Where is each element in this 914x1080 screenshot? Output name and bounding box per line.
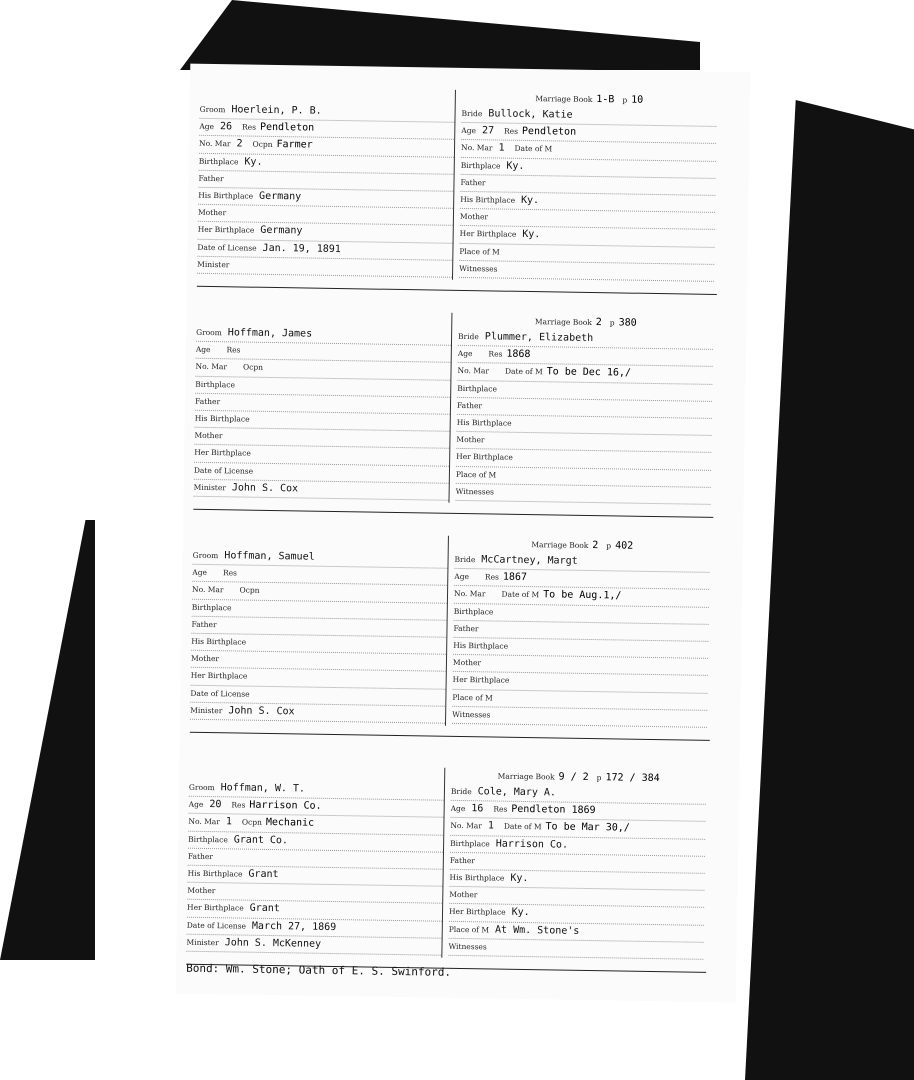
- form-row-witnesses: [452, 707, 707, 728]
- book-number: 1-B: [596, 94, 615, 106]
- field-value: Cole, Mary A.: [477, 786, 557, 799]
- field-label: Mother: [190, 653, 220, 664]
- field-value: Ky.: [511, 907, 530, 919]
- groom-column: [186, 764, 445, 958]
- form-row-minister: [197, 256, 452, 277]
- field-value: Hoffman, W. T.: [220, 782, 306, 795]
- field-label: Father: [187, 851, 214, 861]
- field-label: His Birthplace: [456, 417, 512, 428]
- field-value: Hoffman, Samuel: [224, 550, 315, 563]
- field-value: Grant Co.: [233, 834, 289, 846]
- field-label: No. Mar: [192, 585, 224, 595]
- field-label: Mother: [187, 885, 216, 896]
- field-label: Res: [488, 349, 503, 359]
- book-number: 2: [592, 540, 599, 552]
- field-value: 1868: [506, 348, 531, 361]
- field-label: Res: [484, 572, 499, 582]
- field-label: Bride: [461, 108, 483, 119]
- field-label: Age: [192, 567, 208, 578]
- field-label: No. Mar: [453, 589, 486, 599]
- field-label: Her Birthplace: [452, 675, 510, 686]
- field-label: No. Mar: [450, 821, 482, 831]
- field-label: No. Mar: [460, 143, 493, 153]
- field-value: 26: [219, 121, 233, 133]
- field-label: Birthplace: [457, 383, 497, 394]
- field-value: 16: [471, 803, 484, 815]
- field-label: Witnesses: [452, 709, 491, 720]
- field-label: Age: [461, 126, 477, 136]
- marriage-record-page: [176, 64, 751, 1003]
- field-value: McCartney, Margt: [481, 554, 578, 567]
- field-value: Mechanic: [265, 817, 315, 830]
- field-label: Ocpn: [252, 140, 273, 150]
- field-label: Father: [194, 396, 221, 406]
- field-value: Grant: [248, 868, 279, 881]
- marriage-card: [186, 764, 709, 973]
- field-value: Ky.: [244, 156, 263, 168]
- field-label: Her Birthplace: [448, 907, 506, 918]
- field-label: Groom: [196, 327, 222, 338]
- groom-column: [194, 309, 453, 503]
- field-label: Her Birthplace: [459, 229, 517, 240]
- field-value: 27: [481, 125, 495, 137]
- field-label: Res: [226, 345, 241, 355]
- book-number: 9 / 2: [558, 771, 589, 784]
- field-label: p: [606, 541, 612, 551]
- page-number: 10: [631, 94, 644, 106]
- field-value: Hoffman, James: [227, 327, 313, 340]
- field-label: Date of License: [190, 688, 250, 699]
- field-label: Birthplace: [191, 602, 232, 612]
- field-label: Age: [195, 344, 211, 355]
- field-label: Father: [449, 855, 475, 865]
- field-label: Minister: [197, 259, 230, 269]
- field-label: Minister: [186, 937, 219, 947]
- field-label: Birthplace: [460, 160, 501, 171]
- field-label: Date of M: [501, 589, 540, 600]
- field-value: Bullock, Katie: [488, 108, 573, 121]
- field-label: Groom: [188, 782, 215, 793]
- field-label: Marriage Book: [534, 317, 592, 327]
- field-label: Res: [493, 804, 508, 814]
- field-value: Farmer: [276, 139, 313, 151]
- field-label: Her Birthplace: [187, 903, 244, 913]
- page-number: 172 / 384: [605, 772, 660, 785]
- field-label: Bride: [450, 786, 472, 797]
- field-value: Ky.: [520, 194, 540, 207]
- field-label: Age: [457, 349, 473, 359]
- field-label: Place of M: [452, 692, 493, 702]
- form-row-witnesses: [459, 261, 714, 282]
- field-label: Her Birthplace: [194, 448, 251, 458]
- field-label: Mother: [449, 889, 478, 900]
- field-label: Ocpn: [241, 817, 262, 828]
- form-row-witnesses: [448, 939, 703, 960]
- field-value: March 27, 1869: [251, 920, 337, 933]
- field-label: Birthplace: [195, 379, 236, 389]
- scan-shadow-right: [745, 100, 914, 1080]
- field-label: Birthplace: [198, 156, 239, 166]
- groom-column: [197, 86, 456, 280]
- field-label: Res: [503, 126, 519, 137]
- field-label: p: [596, 773, 602, 783]
- field-label: Ocpn: [239, 585, 260, 596]
- field-label: Date of M: [504, 367, 543, 377]
- field-label: Date of License: [193, 465, 254, 476]
- field-label: Groom: [199, 104, 226, 115]
- field-label: Date of License: [197, 242, 257, 253]
- field-label: No. Mar: [188, 817, 220, 827]
- field-label: Date of M: [503, 822, 542, 832]
- field-value: Ky.: [522, 229, 541, 241]
- field-label: Age: [450, 804, 466, 814]
- field-label: Ocpn: [242, 362, 264, 373]
- page-number: 402: [615, 540, 634, 552]
- field-value: 1: [225, 816, 232, 828]
- field-label: Witnesses: [459, 263, 498, 274]
- field-label: p: [622, 95, 628, 105]
- field-label: No. Mar: [457, 366, 490, 376]
- field-value: Hoerlein, P. B.: [231, 104, 322, 117]
- field-label: Res: [241, 122, 257, 132]
- field-label: Her Birthplace: [456, 452, 513, 463]
- field-label: Mother: [452, 657, 482, 668]
- field-value: To be Dec 16,/: [546, 366, 632, 379]
- field-value: To be Aug.1,/: [543, 589, 622, 602]
- field-label: Place of M: [455, 469, 497, 480]
- groom-column: [190, 532, 449, 726]
- field-label: Mother: [197, 207, 227, 218]
- field-label: His Birthplace: [187, 868, 243, 879]
- bride-column: [452, 536, 710, 730]
- field-value: Germany: [259, 190, 302, 203]
- field-value: 2: [236, 138, 243, 150]
- scan-shadow-left: [0, 520, 95, 960]
- page-number: 380: [618, 317, 637, 329]
- field-label: Birthplace: [453, 606, 494, 617]
- field-label: His Birthplace: [460, 194, 516, 205]
- field-label: His Birthplace: [194, 413, 250, 424]
- field-label: Father: [456, 400, 483, 411]
- bride-column: [448, 768, 706, 962]
- field-label: Father: [191, 619, 217, 629]
- field-label: Bride: [458, 331, 479, 342]
- field-value: 1: [487, 820, 494, 832]
- field-label: Marriage Book: [535, 94, 593, 104]
- field-value: Harrison Co.: [495, 838, 569, 851]
- field-label: Mother: [194, 430, 223, 441]
- field-label: p: [609, 318, 615, 328]
- field-label: No. Mar: [195, 362, 228, 372]
- field-value: John S. Cox: [228, 705, 295, 718]
- book-number: 2: [595, 317, 602, 329]
- field-label: His Birthplace: [198, 190, 254, 201]
- field-value: 20: [209, 799, 222, 811]
- field-label: Place of M: [448, 924, 490, 934]
- field-value: To be Mar 30,/: [545, 821, 630, 835]
- field-label: Groom: [192, 550, 219, 561]
- field-label: Father: [460, 177, 486, 188]
- field-value: John S. Cox: [231, 482, 299, 495]
- field-value: Harrison Co.: [249, 799, 322, 812]
- form-row-witnesses: [456, 484, 711, 505]
- field-label: Mother: [459, 212, 489, 222]
- field-label: No. Mar: [199, 139, 231, 149]
- field-value: John S. McKenney: [224, 936, 322, 950]
- field-label: His Birthplace: [449, 872, 505, 883]
- field-value: At Wm. Stone's: [494, 924, 580, 937]
- marriage-card: [197, 86, 720, 295]
- field-value: 1: [498, 142, 505, 154]
- form-row-minister: [190, 702, 445, 723]
- field-label: Age: [199, 121, 215, 132]
- field-label: Res: [231, 800, 246, 810]
- field-label: Father: [198, 173, 224, 183]
- field-label: Witnesses: [448, 941, 487, 952]
- field-label: Date of License: [186, 920, 247, 931]
- marriage-card: [193, 309, 716, 518]
- field-value: Grant: [249, 903, 280, 915]
- field-label: Age: [454, 572, 470, 582]
- scan-shadow-top: [180, 0, 700, 70]
- field-label: His Birthplace: [191, 636, 247, 647]
- form-row-minister: [194, 479, 449, 500]
- field-label: Her Birthplace: [190, 671, 248, 681]
- field-label: Mother: [456, 435, 485, 445]
- field-label: Minister: [193, 482, 226, 492]
- field-value: Ky.: [510, 872, 529, 885]
- field-value: Ky.: [506, 160, 525, 172]
- field-label: Father: [453, 623, 479, 634]
- field-label: Bride: [454, 554, 476, 565]
- field-label: Date of M: [514, 144, 553, 154]
- field-value: Pendleton: [259, 121, 315, 134]
- field-label: Birthplace: [450, 838, 490, 849]
- field-label: Res: [222, 568, 238, 578]
- field-value: Pendleton 1869: [511, 803, 596, 817]
- field-value: Pendleton: [521, 126, 577, 138]
- field-label: Her Birthplace: [197, 225, 255, 235]
- bride-column: [459, 90, 717, 284]
- field-label: Marriage Book: [531, 540, 589, 550]
- field-value: Germany: [260, 225, 303, 237]
- field-label: Minister: [190, 705, 223, 715]
- field-label: His Birthplace: [453, 640, 509, 651]
- bond-note: Bond: Wm. Stone; Oath of E. S. Swinford.: [186, 961, 452, 979]
- field-label: Place of M: [459, 246, 500, 257]
- field-label: Birthplace: [188, 834, 228, 844]
- field-label: Marriage Book: [497, 771, 555, 782]
- field-value: 1867: [502, 571, 528, 584]
- field-value: Jan. 19, 1891: [262, 242, 341, 255]
- form-row-minister: [186, 934, 441, 955]
- bride-column: [455, 313, 713, 507]
- field-label: Age: [188, 799, 204, 810]
- field-value: Plummer, Elizabeth: [484, 331, 594, 345]
- marriage-card: [190, 532, 713, 741]
- field-label: Witnesses: [455, 486, 494, 497]
